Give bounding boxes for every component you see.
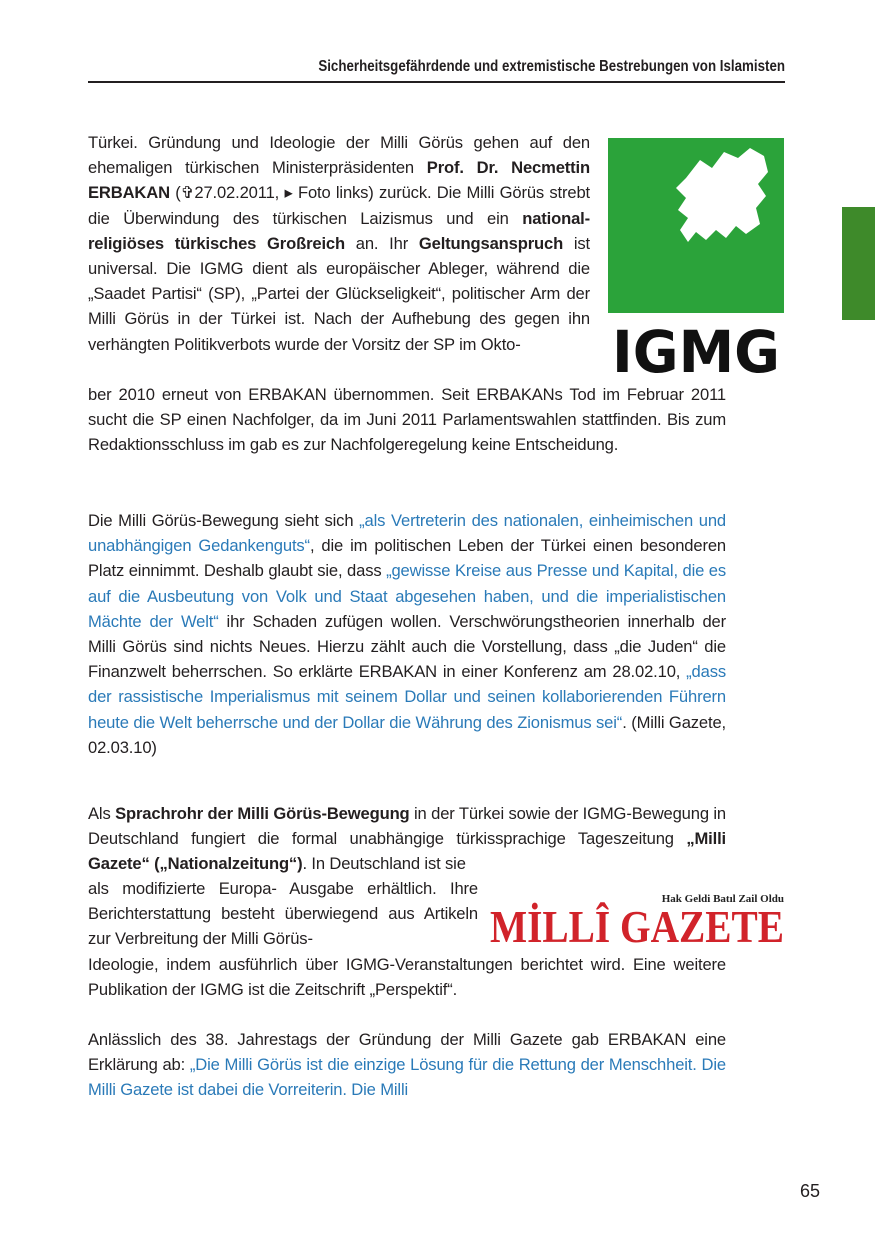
text-span: Die Milli Görüs-Bewegung sieht sich	[88, 511, 360, 530]
text-span: . (Milli Gazete, 02.03.10)	[88, 712, 726, 757]
paragraph-1-upper	[88, 130, 590, 357]
running-header: Sicherheitsgefährdende und extremistische Bestrebungen von Islamisten	[318, 58, 785, 75]
text-span: in der Türkei sowie der IGMG-Bewegung in Deutschland fungiert die formal unabhängige türkissprachige Tageszeitung	[88, 804, 727, 849]
milli-gazete-tagline: Hak Geldi Batıl Zail Oldu	[661, 893, 784, 905]
paragraph-3-upper	[88, 801, 726, 877]
paragraph-3-middle	[88, 876, 478, 952]
text-span: Türkei. Gründung und Ideologie der Milli Görüs gehen auf den ehemaligen türkischen Ministerpräsidenten	[88, 133, 590, 178]
header-rule	[88, 81, 785, 83]
paragraph-2	[88, 508, 726, 760]
quote: „dass der rassistische Imperialismus mit seinem Dollar und seinen kollaborierenden Führern heute die Welt beherrsche und der Dollar die Währung des Zionismus sei“	[88, 662, 726, 732]
quote: „als Vertreterin des nationalen, einheimischen und unabhängigen Gedankenguts“	[88, 511, 726, 556]
paragraph-4	[88, 1027, 726, 1103]
page-number: 65	[799, 1181, 820, 1201]
text-span: (✞27.02.2011,	[169, 183, 285, 203]
text-span: als modifizierte Europa- Ausgabe erhältlich. Ihre Berichterstattung besteht überwiegend aus Artikeln zur Verbreitung der Milli Görüs-	[88, 879, 478, 949]
bold-term: national-religiöses türkisches Großreich	[88, 208, 590, 253]
text-span: , die im politischen Leben der Türkei einen besonderen Platz einnimmt. Deshalb glaubt sie, dass	[88, 536, 726, 581]
bold-term: Geltungsanspruch	[418, 233, 564, 253]
text-span: Als	[88, 804, 116, 823]
text-span: ist universal. Die IGMG dient als europäischer Ableger, während die „Saadet Partisi“ (SP), „Partei der Glückseligkeit“, politischer Arm der Milli Görüs in der Türkei ist. Nach der Aufhebung des gegen ihn verhängten Politikverbots wurde der Vorsitz der SP im Okto-	[88, 233, 590, 354]
igmg-logo-text: IGMG	[612, 318, 780, 378]
text-span: Foto links) zurück. Die Milli Görüs strebt die Überwindung des türkischen Laizismus und ein	[88, 183, 590, 228]
bold-name: Prof. Dr. Necmettin ERBAKAN	[88, 158, 591, 203]
chapter-tab	[842, 207, 875, 320]
quote: „Die Milli Görüs ist die einzige Lösung für die Rettung der Menschheit. Die Milli Gazete ist dabei die Vorreiterin. Die Milli	[88, 1055, 726, 1100]
text-span: Anlässlich des 38. Jahrestags der Gründung der Milli Gazete gab ERBAKAN eine Erklärung ab:	[88, 1030, 726, 1075]
milli-gazete-logo-text: MİLLÎ GAZETE	[490, 901, 784, 946]
arrow-icon: ▸	[284, 183, 293, 203]
text-span: an. Ihr	[345, 233, 419, 253]
paragraph-3-lower	[88, 952, 726, 1002]
igmg-logo	[608, 138, 784, 378]
milli-gazete-logo	[488, 890, 786, 946]
bold-term: Sprachrohr der Milli Görüs-Bewegung	[115, 804, 410, 823]
bold-term: „Milli Gazete“ („Nationalzeitung“)	[88, 829, 726, 874]
quote: „gewisse Kreise aus Presse und Kapital, die es auf die Ausbeutung von Volk und Staat abgesehen haben, und die imperialistischen Mächte der Welt“	[88, 561, 727, 631]
text-span: . In Deutschland ist sie	[302, 854, 466, 874]
text-span: Ideologie, indem ausführlich über IGMG-Veranstaltungen berichtet wird. Eine weitere Publikation der IGMG ist die Zeitschrift „Perspektif“.	[88, 955, 726, 1000]
text-span: ber 2010 erneut von ERBAKAN übernommen. Seit ERBAKANs Tod im Februar 2011 sucht die SP einen Nachfolger, da im Juni 2011 Parlamentswahlen stattfinden. Bis zum Redaktionsschluss im gab es zur Nachfolgeregelung keine Entscheidung.	[88, 385, 726, 455]
paragraph-1-lower	[88, 382, 726, 458]
text-span: ihr Schaden zufügen wollen. Verschwörungstheorien innerhalb der Milli Görüs sind nichts Neues. Hierzu zählt auch die Vorstellung, dass „die Juden“ die Finanzwelt beherrschen. So erklärte ERBAKAN in einer Konferenz am 28.02.10,	[88, 611, 726, 682]
